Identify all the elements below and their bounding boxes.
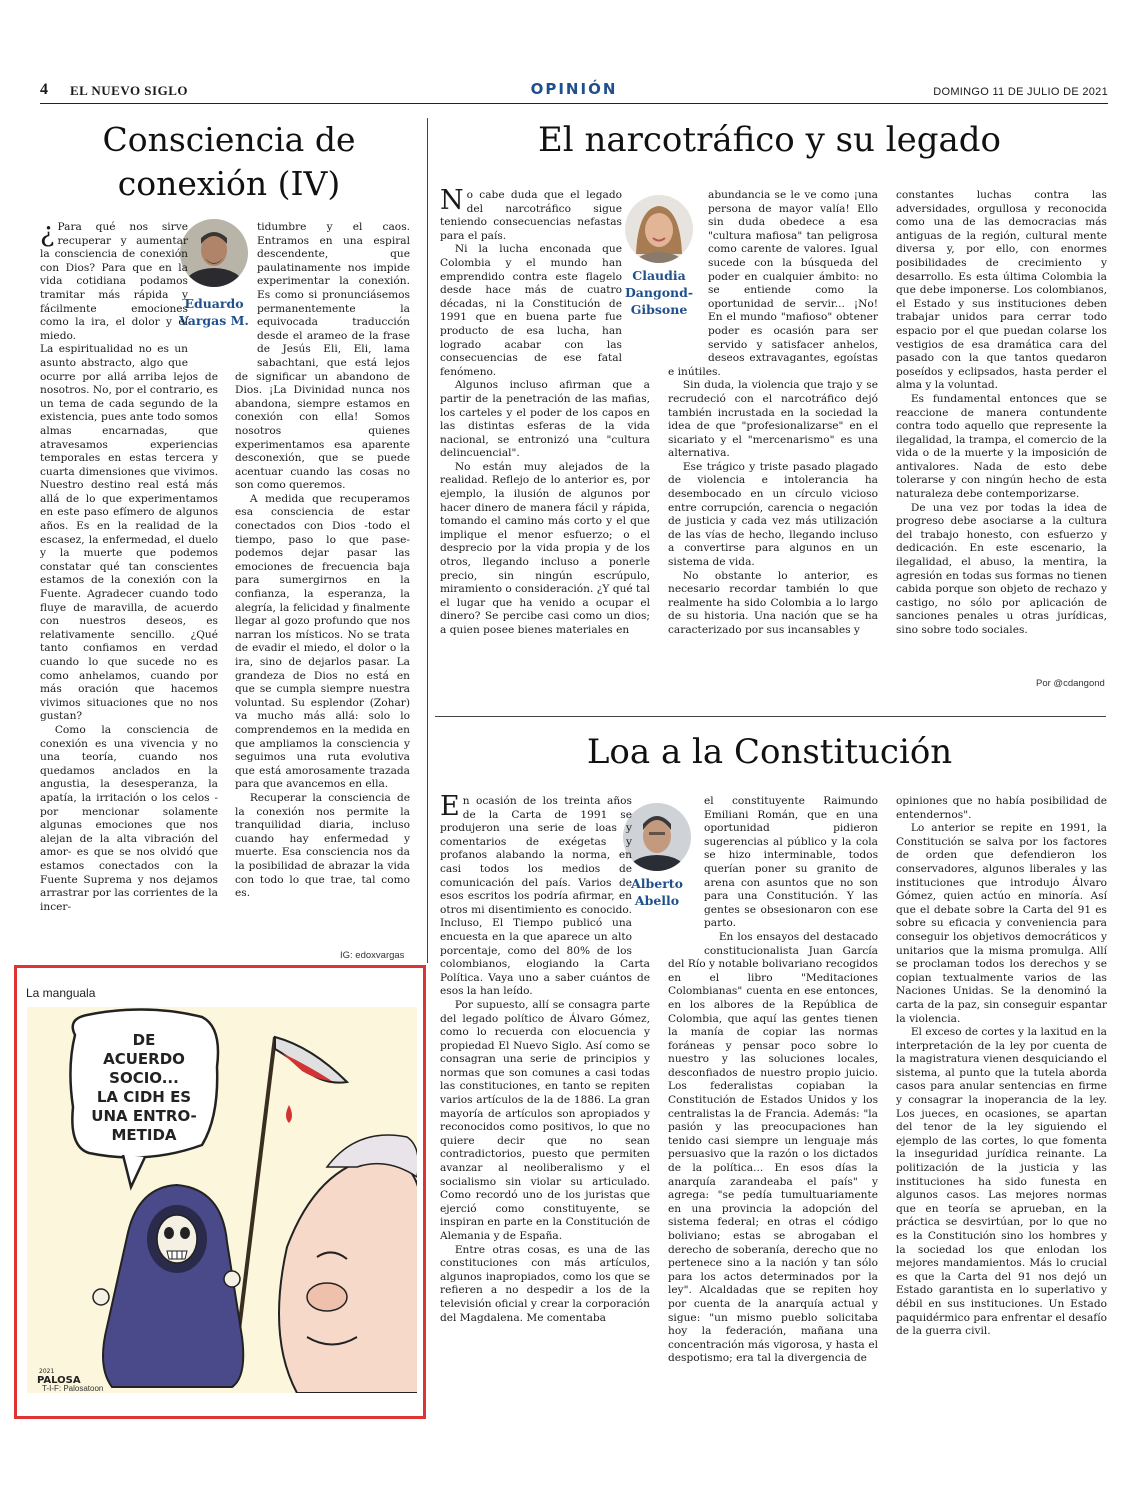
- article1-headline-line1: Consciencia de: [102, 120, 356, 159]
- balloon-text-3: SOCIO...: [109, 1069, 179, 1087]
- article2-paragraph: No están muy alejados de la realidad. Reflejo de lo anterior es, por ejemplo, la ilusión de algunos por hacer dinero de manera fácil y rápida, tomando el camino más corto y el que implique el menor esfuerzo; o el desprecio por la vida propia y de los otros, llegando incluso a ponerle precio, sin ningún escrúpulo, miramiento o consideración. ¿Y qué tal el lugar que ha venido a ocupar el dinero? Se percibe casi como un dios; a quien posee bienes materiales en: [440, 460, 650, 636]
- article2-paragraph: Algunos incluso afirman que a partir de la penetración de las mafias, los carteles y el poder de los capos en las distintas esferas de la vida nacional, se entronizó una "cultura delincuencial".: [440, 379, 650, 460]
- article1-column-1: [40, 221, 218, 961]
- article2-headline: El narcotráfico y su legado: [537, 120, 1002, 160]
- article1-dropcap: ¿: [40, 221, 55, 248]
- cartoon-credit: T-I-F: Palosatoon: [42, 1384, 104, 1393]
- article1-paragraph: La espiritualidad no es un asunto abstracto, algo que ocurre por allá arriba lejos de nosotros. No, por el contrario, es un tema de cada segundo de la existencia, pues ante todo somos almas encarnadas, que atravesamos experiencias temporales en estas tercera y cuarta dimensiones que vivimos. Nuestro destino real está más allá de lo que experimentamos en este paso efímero de algunos años. Es en la realidad de la escasez, la enfermedad, el duelo y la muerte que podemos constatar qué tan conscientes estamos de la conexión con la Fuente. Agradecer cuando todo fluye de maravilla, de acuerdo con nuestros deseos, es relativamente sencillo. ¿Qué tanto confiamos en verdad cuando lo que sucede no es como anhelamos, cuando por más oración que hacemos vivimos situaciones que no nos gustan?: [40, 343, 218, 723]
- balloon-text-6: METIDA: [111, 1126, 177, 1144]
- article2-dropcap: N: [440, 189, 464, 216]
- article3-column-1: [440, 795, 650, 1403]
- article1-paragraph: Como la consciencia de conexión es una vivencia y no una teoría, cuando nos quedamos anclados en la angustia, la desesperanza, la apatía, la irritación o los celos -por mencionar solamente algunas emociones que nos alejan de la alta vibración del amor- es que se nos olvidó que estamos conectados con la Fuente Suprema y nos dejamos arrastrar por las corrientes de la incer-: [40, 723, 218, 913]
- article1-headline: [40, 118, 418, 206]
- edition-date: DOMINGO 11 DE JULIO DE 2021: [933, 86, 1108, 98]
- article3-paragraph: el constituyente Raimundo Emiliani Román, que en una oportunidad pidieron sugerencias al público y la cola se hizo interminable, todos querían poner su granito de arena con asuntos que no son para una Constitución. Y las gentes se obsesionaron con ese parto.: [704, 795, 878, 930]
- article2-column-1: [440, 189, 650, 689]
- speech-balloon-tail: [123, 1155, 145, 1187]
- article2-paragraph: No cabe duda que el legado del narcotráfico sigue teniendo consecuencias nefastas para el país.: [440, 189, 622, 242]
- article1-paragraph: A medida que recuperamos esa consciencia de estar conectados con Dios -todo el tiempo, paso lo que pase- podemos dejar pasar las emociones de frecuencia baja para sumergirnos en la confianza, la esperanza, la alegría, la felicidad y finalmente llegar al gozo profundo que nos narran los místicos. No se trata de evadir el miedo, el dolor o la ira, sino de dejarlos pasar. La grandeza de Dios no está en que se cumpla siempre nuestra voluntad. Su esplendor (Zohar) va mucho más allá: solo lo comprendemos en la medida en que ampliamos la consciencia y seguimos una ruta evolutiva que está amorosamente trazada para que avancemos en ella.: [235, 492, 410, 791]
- article2-column-3: [896, 189, 1107, 674]
- balloon-text-1: DE: [132, 1031, 156, 1049]
- article2-signature[interactable]: Por @cdangond: [1036, 678, 1105, 689]
- article3-headline: Loa a la Constitución: [586, 732, 953, 772]
- reaper-fist: [93, 1289, 109, 1305]
- article2-paragraph: Sin duda, la violencia que trajo y se recrudeció con el narcotráfico dejó también incrustada en la sociedad la idea de que "profesionalizarse" en el sicariato y el "mercenarismo" es una alternativa.: [668, 379, 878, 460]
- balloon-text-2: ACUERDO: [103, 1050, 185, 1068]
- cartoon-section-label: La manguala: [26, 986, 96, 1000]
- balloon-text-4: LA CIDH ES: [96, 1088, 192, 1106]
- article1-column-2: [235, 221, 410, 951]
- scythe-blade: [275, 1037, 347, 1083]
- article2-paragraph: Es fundamental entonces que se reaccione de manera contundente contra todo aquello que represente la ilegalidad, la trampa, el comercio de la vida o de la muerte y la imposición de antivalores. Nada de esto debe tolerarse y con ningún hecho de esta naturaleza debe contemporizarse.: [896, 392, 1107, 501]
- page-header: [40, 80, 1108, 104]
- reaper-hand: [224, 1271, 240, 1287]
- article3-column-3: [896, 795, 1107, 1403]
- article1-signature[interactable]: IG: edoxvargas: [340, 950, 405, 961]
- article3-column-2: [668, 795, 878, 1403]
- article3-paragraph: El exceso de cortes y la laxitud en la interpretación de la ley por cuenta de la magistratura vienen desquiciando el sistema, al punto que la tutela aborda casos para anular sentencias en firme y consagrar la inoperancia de la ley. Los jueces, en ocasiones, se apartan del tenor de la ley siguiendo el ejemplo de las cortes, lo que fomenta la inseguridad jurídica reinante. La politización de la justicia y las instituciones ha sido funesta en algunos casos. Las mejores normas que en teoría se aprueban, en la práctica se desvirtúan, por lo que no es la Constitución sino los hombres y la sociedad los que enlodan los mejores mandamientos. Más lo crucial es que la Carta del 91 nos dejó un Estado garantista en lo superlativo y débil en sus instituciones. Un Estado paquidérmico para enfrentar el desafío de la guerra civil.: [896, 1026, 1107, 1338]
- article3-paragraph: Lo anterior se repite en 1991, la Constitución se salva por los factores de orden que defendieron los conservadores, algunos liberales y las instituciones que introdujo Álvaro Gómez, quien actúo en minoría. Así que el debate sobre la Carta del 91 es sobre su eficacia y conveniencia para conseguir los objetivos democráticos y unitarios que la misma promulga. Allí se proclaman todos los derechos y se copian textualmente varios de las Naciones Unidas. Se la denominó la carta de la paz, sin conseguir espantar la violencia.: [896, 822, 1107, 1025]
- column-divider: [427, 118, 428, 963]
- cartoon-drawing: [27, 1007, 417, 1393]
- article2-paragraph: De una vez por todas la idea de progreso debe asociarse a la cultura del trabajo honesto, con esfuerzo y dedicación. En este escenario, la ilegalidad, el abuso, la mentira, la agresión en todas sus formas no tienen cabida porque son objeto de rechazo y castigo, no sólo por aplicación de sanciones penales u otras jurídicas, sino sobre todo sociales.: [896, 501, 1107, 636]
- caricature-nose: [307, 1283, 347, 1311]
- article2-paragraph: Ese trágico y triste pasado plagado de violencia e intolerancia ha desembocado en un círculo vicioso entre corrupción, carencia o negación de justicia y cada vez más utilización de las vías de hecho, llegando incluso a convertirse para algunos en un sistema de vida.: [668, 460, 878, 569]
- article1-paragraph: Recuperar la consciencia de la conexión nos permite la tranquilidad diaria, incluso cuando hay enfermedad y muerte. Esa consciencia nos da la posibilidad de abrazar la vida con todo lo que trae, tal como es.: [235, 791, 410, 900]
- article-divider: [435, 716, 1106, 717]
- caricature-head: [279, 1157, 417, 1393]
- article1-text-start: [40, 221, 218, 343]
- article3-paragraph: Por supuesto, allí se consagra parte del legado político de Álvaro Gómez, como lo recuerda con elocuencia y propiedad El Nuevo Siglo. Así como se consagran una serie de principios y normas que son comunes a casi todas las constituciones, en tanto se repiten varios artículos de la de 1886. La gran mayoría de artículos son apropiados y reconocidos como positivos, lo que no quiere decir que no sean contradictorios, puesto que permiten avanzar al neoliberalismo y el socialismo sin violar su articulado. Como recordó uno de los juristas que ejerció como constituyente, se inspiran en parte en la Constitución de Alemania y de España.: [440, 998, 650, 1242]
- article2-column-2: [668, 189, 878, 689]
- cartoon-year: 2021: [39, 1368, 55, 1375]
- article2-author-name[interactable]: Claudia Dangond- Gibsone: [624, 268, 694, 317]
- balloon-text-5: UNA ENTRO-: [91, 1107, 197, 1125]
- article3-paragraph: En los ensayos del destacado constitucionalista Juan García del Río y notable bolivariano recogidos en el libro "Meditaciones Colombianas" cuenta en ese entonces, en los albores de la República de Colombia, que aquí las gentes tienen la manía de copiar las normas foráneas y pensar poco sobre lo nuestro y las soluciones locales, desconfiados de nuestro propio juicio. Los federalistas copiaban la Constitución de Estados Unidos y los centralistas la de Francia. Además: "la pasión y las preocupaciones han tenido casi siempre un lenguaje más persuasivo que la razón o los dictados de la política... En esos días la anarquía zarandeaba el país" y agrega: "se pedía tumultuariamente en una provincia la adopción del sistema federal; en otras el código boliviano; estas se abrogaban el derecho de soberanía, derecho que no pertenece sino a la nación y tan sólo para los actos determinados por la ley". Alcaldadas que se repiten hoy por cuenta de la anarquía actual y sigue: "un mismo pueblo solicitaba hoy la federación, mañana una concentración más vigorosa, y hasta el despotismo; era tal la divergencia de: [668, 930, 878, 1365]
- article3-paragraph: opiniones que no había posibilidad de entendernos".: [896, 795, 1107, 821]
- newspaper-logo[interactable]: EL NUEVO SIGLO: [70, 83, 188, 98]
- page-number: 4: [40, 81, 48, 98]
- cartoon-artist-signature: PALOSA: [37, 1375, 81, 1386]
- cartoon-image[interactable]: [27, 1007, 417, 1393]
- article3-paragraph: Entre otras cosas, es una de las constituciones con más artículos, algunos inapropiados, como los que se refieren a no despedir a los de la televisión oficial y crear la corporación del Magdalena. Me comentaba: [440, 1243, 650, 1324]
- article2-paragraph: Ni la lucha enconada que Colombia y el mundo han emprendido contra este flagelo desde hace más de cuatro décadas, ni la Constitución de 1991 que en buena parte fue producto de esa lucha, han logrado acabar con las consecuencias de ese fatal fenómeno.: [440, 243, 622, 378]
- article1-headline-line2: conexión (IV): [117, 164, 341, 203]
- article1-paragraph: ¿ Para qué nos sirve recuperar y aumentar la consciencia de conexión con Dios? Para que en la vida cotidiana podamos tramitar más rápida y fácilmente emociones como la ira, el dolor y el miedo.: [40, 221, 188, 342]
- article2-paragraph: constantes luchas contra las adversidades, orgullosa y reconocida como una de las democracias más antiguas de la región, cultural mente diversa y, por ello, con enormes posibilidades de crecimiento y desarrollo. Es esta última Colombia la que debe imponerse. Los colombianos, el Estado y sus instituciones deben trabajar unidos para cerrar todo espacio por el que puedan colarse los vestigios de esa dramática cara del pasado con la que tantos quedaron poseídos y eclipsados, hasta perder el alma y la voluntad.: [896, 189, 1107, 392]
- article1-paragraph: tidumbre y el caos. Entramos en una espiral descendente, que paulatinamente nos impide experimentar la conexión. Es como si pronunciásemos permanentemente la equivocada traducción desde el arameo de la frase de Jesús Eli, Eli, lama sabachtani, que está lejos de significar un abandono de Dios. ¡La Divinidad nunca nos abandona, siempre estamos en conexión con ella! Somos nosotros quienes experimentamos esa aparente desconexión, que se puede acentuar cuando las cosas no son como queremos.: [235, 221, 410, 492]
- article2-paragraph: No obstante lo anterior, es necesario recordar también lo que realmente ha sido Colombia a lo largo de su historia. Una nación que se ha caracterizado por sus incansables y: [668, 569, 878, 636]
- article2-paragraph: abundancia se le ve como ¡una persona de mayor valía! Ello sin duda obedece a esa "cultura mafiosa" tan peligrosa como carente de valores. Igual sucede con la búsqueda del poder en cualquier ámbito: no se entiende como la oportunidad de servir... ¡No! En el mundo "mafioso" obtener poder es ocasión para ser servido y satisfacer anhelos, deseos extravagantes, egoístas e inútiles.: [668, 189, 878, 378]
- section-title: OPINIÓN: [530, 80, 618, 98]
- article3-author-name[interactable]: Alberto Abello: [631, 876, 683, 908]
- article1-author-name[interactable]: Eduardo Vargas M.: [179, 296, 249, 328]
- article3-paragraph: En ocasión de los treinta años de la Carta de 1991 se produjeron una serie de loas y comentarios de exégetas y profanos alabando la norma, en casi todos los medios de comunicación del país. Varios de esos escritos los podría afirmar, en otros mi disentimiento es conocido. Incluso, El Tiempo publicó una encuesta en la que aparece un alto porcentaje, como del 80% de los colombianos, elogiando la Carta Política. Vaya uno a saber cuántos de esos la han leído.: [440, 795, 650, 998]
- article3-dropcap: E: [440, 795, 460, 822]
- blood-drop: [286, 1105, 292, 1123]
